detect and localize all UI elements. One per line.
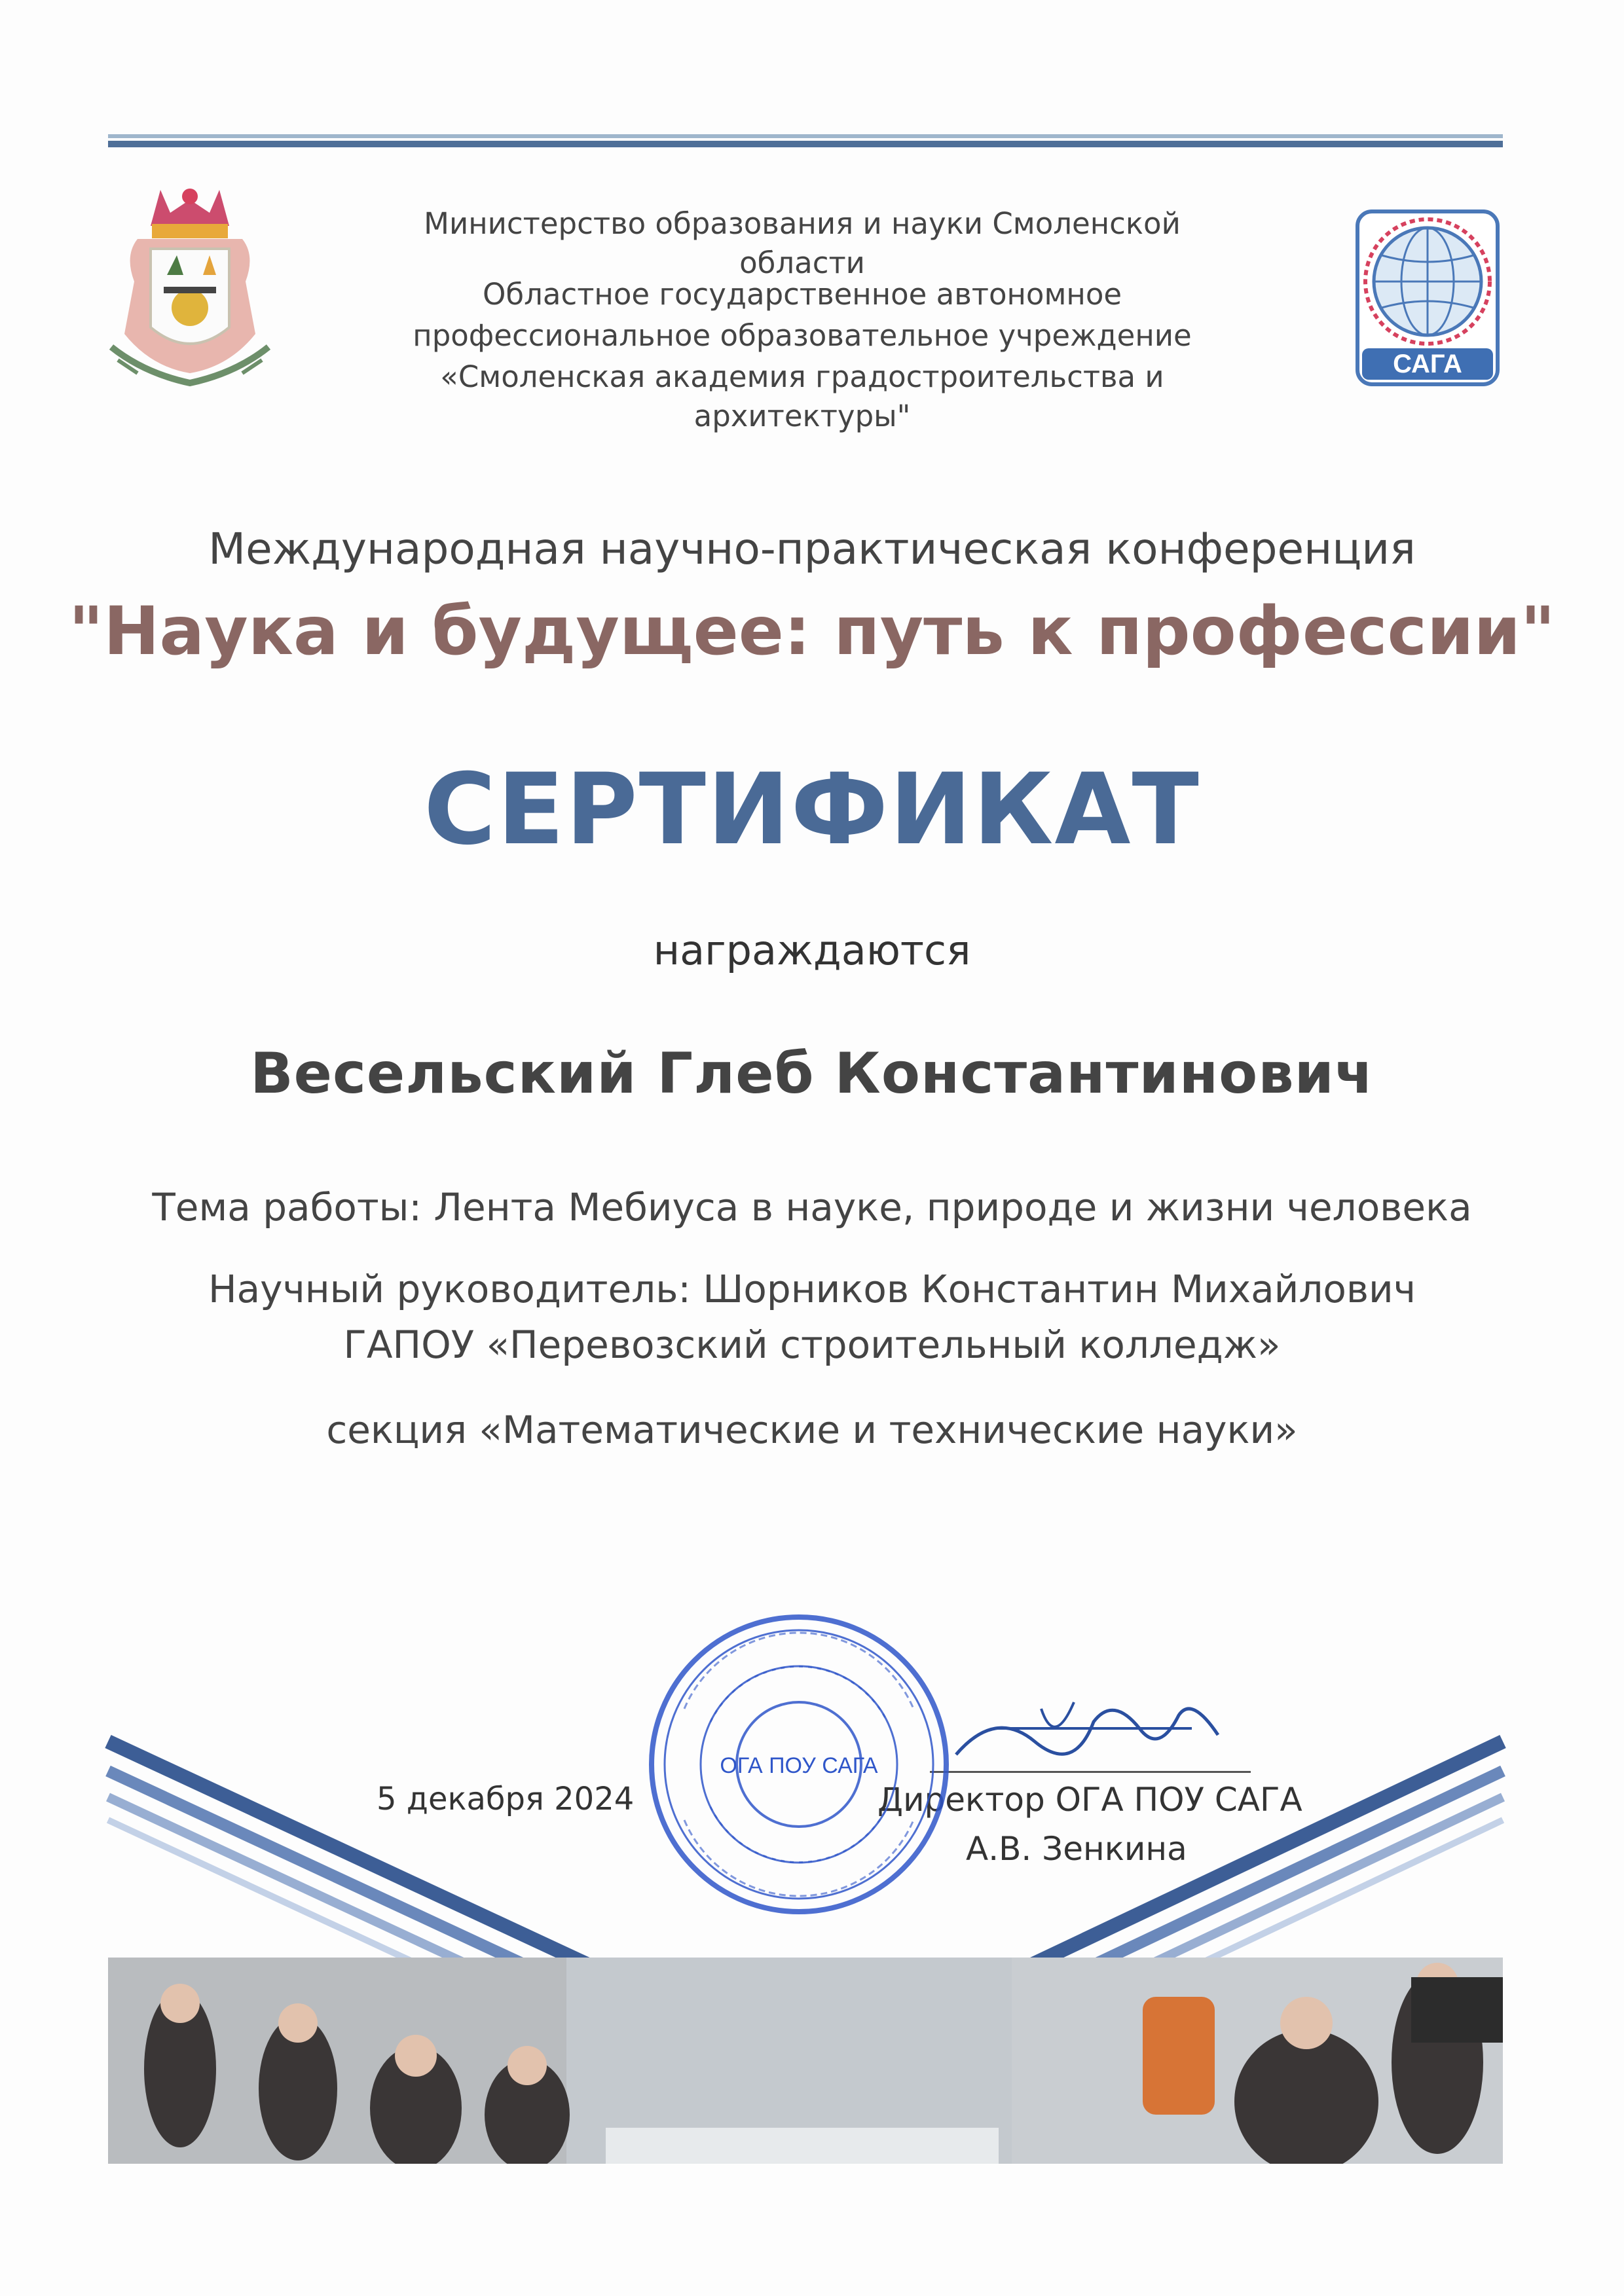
- section: секция «Математические и технические науки»: [326, 1408, 1298, 1452]
- saga-logo-icon: [1356, 210, 1500, 386]
- conference-name: "Наука и будущее: путь к профессии": [68, 592, 1556, 670]
- institution: ГАПОУ «Перевозский строительный колледж»: [343, 1322, 1281, 1367]
- awarded-text: награждаются: [653, 926, 971, 974]
- stamp-center-text: ОГА ПОУ САГА: [720, 1753, 878, 1778]
- conference-title: Международная научно-практическая конференция: [208, 524, 1416, 574]
- org-line-3: «Смоленская академия градостроительства и архитектуры": [440, 359, 1164, 433]
- certificate-date: 5 декабря 2024: [377, 1781, 635, 1817]
- org-line-2: профессиональное образовательное учреждение: [413, 318, 1192, 353]
- certificate-title: СЕРТИФИКАТ: [424, 753, 1200, 867]
- ministry-name: Министерство образования и науки Смоленской области: [424, 206, 1181, 280]
- director-signature: [943, 1683, 1244, 1781]
- supervisor: Научный руководитель: Шорников Константин Михайлович: [208, 1267, 1416, 1311]
- recipient-name: Весельский Глеб Константинович: [250, 1041, 1374, 1106]
- signature-line: [930, 1771, 1251, 1773]
- saga-logo-text: САГА: [1393, 350, 1462, 378]
- director-name: А.В. Зенкина: [966, 1830, 1187, 1868]
- org-line-1: Областное государственное автономное: [482, 277, 1122, 312]
- top-stripe: [108, 134, 1503, 147]
- official-stamp-icon: [645, 1611, 953, 1918]
- work-topic: Тема работы: Лента Мебиуса в науке, природе и жизни человека: [152, 1185, 1472, 1230]
- coat-of-arms-icon: [98, 177, 282, 393]
- director-title: Директор ОГА ПОУ САГА: [877, 1781, 1302, 1819]
- event-photo: [108, 1958, 1503, 2164]
